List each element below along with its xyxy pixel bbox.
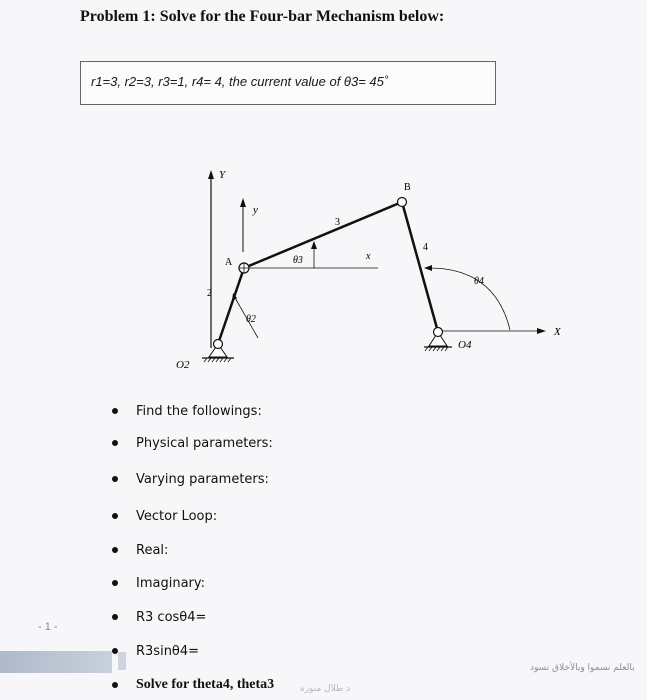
- list-item-label: R3 cosθ4=: [136, 609, 207, 625]
- link-3-label: 3: [335, 217, 340, 228]
- list-item: [112, 506, 217, 526]
- bullet-dot: [112, 547, 118, 553]
- link-2-label: 2: [207, 288, 212, 299]
- bullet-dot: [112, 614, 118, 620]
- list-item: [112, 675, 274, 695]
- ground-o4-label: O4: [458, 339, 472, 351]
- bullet-dot: [112, 682, 118, 688]
- joint-a-label: A: [225, 257, 233, 268]
- list-item-label: Solve for theta4, theta3: [136, 677, 275, 692]
- list-item: [112, 540, 168, 560]
- list-item: [112, 433, 273, 453]
- bullet-dot: [112, 513, 118, 519]
- footer-bar-left: [0, 651, 112, 673]
- list-item-label: Find the followings:: [136, 403, 262, 419]
- list-item-label: Vector Loop:: [136, 508, 218, 524]
- bullet-dot: [112, 440, 118, 446]
- list-item: [112, 401, 262, 421]
- theta4-label: θ4: [474, 276, 484, 287]
- list-item: [112, 573, 205, 593]
- link-4-label: 4: [423, 242, 428, 253]
- list-item: [112, 607, 206, 627]
- footer-bar-left-small: [118, 652, 126, 670]
- footer-watermark-center: د طلال منوره: [300, 684, 351, 694]
- list-item: [112, 469, 269, 489]
- local-y-label: y: [253, 204, 258, 216]
- bullet-dot: [112, 476, 118, 482]
- joint-b-label: B: [404, 182, 411, 193]
- local-x-label: x: [366, 251, 371, 262]
- theta3-label: θ3: [293, 255, 303, 266]
- list-item-label: Real:: [136, 542, 169, 558]
- theta2-label: θ2: [246, 314, 256, 325]
- given-values-text: r1=3, r2=3, r3=1, r4= 4, the current value of θ3= 45˚: [91, 74, 389, 89]
- list-item-label: Imaginary:: [136, 575, 206, 591]
- list-item-label: Varying parameters:: [136, 471, 269, 487]
- bullet-dot: [112, 408, 118, 414]
- list-item-label: Physical parameters:: [136, 435, 273, 451]
- bullet-dot: [112, 580, 118, 586]
- page-number: - 1 -: [38, 621, 58, 633]
- list-item-label: R3sinθ4=: [136, 643, 200, 659]
- global-x-label: X: [554, 326, 561, 338]
- global-y-label: Y: [219, 169, 226, 181]
- problem-title: Problem 1: Solve for the Four-bar Mechanism below:: [80, 8, 445, 25]
- footer-watermark-right: بالعلم نسموا وبالأخلاق نسود: [530, 663, 635, 673]
- ground-o2-label: O2: [176, 359, 190, 371]
